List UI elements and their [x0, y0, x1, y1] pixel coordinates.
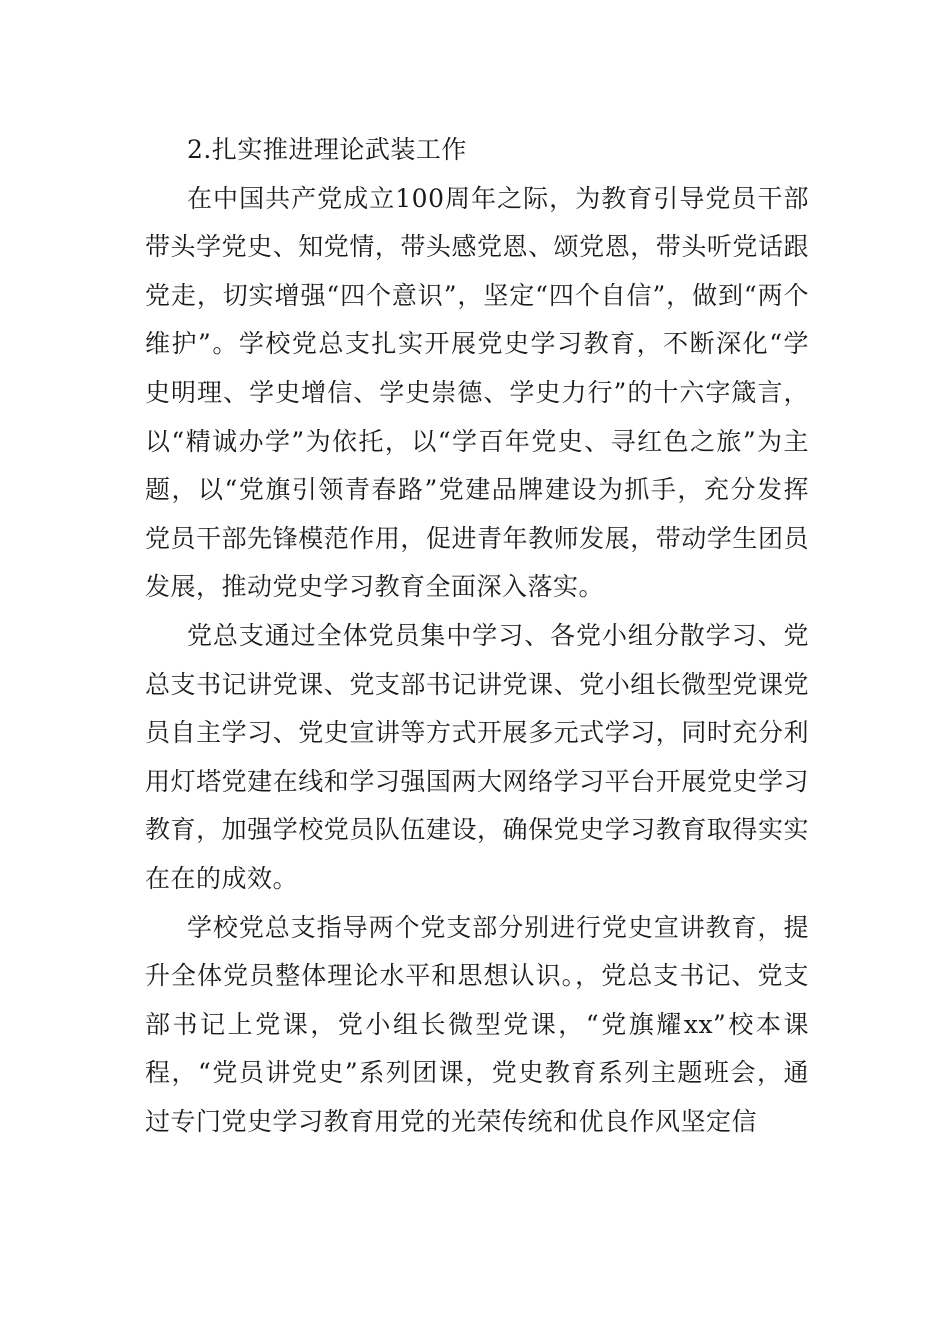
paragraph-3: 学校党总支指导两个党支部分别进行党史宣讲教育，提升全体党员整体理论水平和思想认识。，党总支书记、党支部书记上党课，党小组长微型党课，“党旗耀xx”校本课程，“党员讲党史”系列团课，党史教育系列主题班会，通过专门党史学习教育用党的光荣传统和优良作风坚定信 — [145, 912, 809, 1136]
document-body — [145, 126, 809, 1146]
section-heading: 2.扎实推进理论武装工作 — [187, 135, 467, 164]
paragraph-2: 党总支通过全体党员集中学习、各党小组分散学习、党总支书记讲党课、党支部书记讲党课、党小组长微型党课党员自主学习、党史宣讲等方式开展多元式学习，同时充分利用灯塔党建在线和学习强国两大网络学习平台开展党史学习教育，加强学校党员队伍建设，确保党史学习教育取得实实在在的成效。 — [145, 620, 809, 893]
paragraph-1: 在中国共产党成立100周年之际，为教育引导党员干部带头学党史、知党情，带头感党恩、颂党恩，带头听党话跟党走，切实增强“四个意识”，坚定“四个自信”，做到“两个维护”。学校党总支扎实开展党史学习教育，不断深化“学史明理、学史增信、学史崇德、学史力行”的十六字箴言，以“精诚办学”为依托，以“学百年党史、寻红色之旅”为主题，以“党旗引领青春路”党建品牌建设为抓手，充分发挥党员干部先锋模范作用，促进青年教师发展，带动学生团员发展，推动党史学习教育全面深入落实。 — [145, 183, 809, 602]
